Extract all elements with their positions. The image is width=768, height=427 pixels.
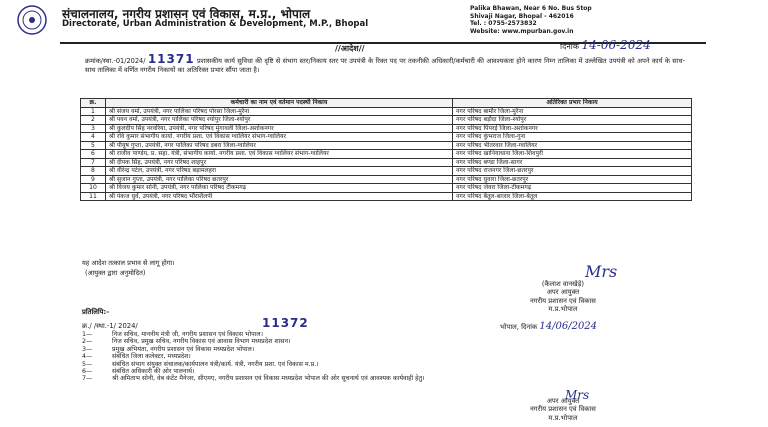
- approval-note: (आयुक्त द्वारा अनुमोदित): [85, 269, 146, 277]
- signatory-department: नगरीय प्रशासन एवं विकास: [530, 405, 596, 414]
- order-body-text: प्रशासकीय कार्य सुविधा की दृष्टि से संभाग स्तर/निकाय स्तर पर उपयंत्री के रिक्त पद पर तकनीकी अधिकारी/कर्मचारी की आवश्यकता होने कारण निम्न तालिका में उल्लेखित उपयंत्री को अपने कार्य के साथ-साथ तालिका में वर्णित नगरीय निकायों का अतिरिक्त प्रभार सौंपा जाता है।: [85, 57, 685, 75]
- order-title: //आदेश//: [335, 44, 365, 53]
- table-header-row: [81, 99, 692, 108]
- list-item-number: 5—: [82, 360, 93, 368]
- cell-serial: 6: [81, 150, 106, 159]
- cell-additional-charge: नगर परिषद बैतूल-बाजार जिला-बैतूल: [453, 192, 692, 201]
- signatory-designation: अपर आयुक्त: [546, 397, 580, 405]
- order-date: [560, 38, 651, 52]
- signature-1: Mrs: [585, 262, 618, 281]
- cell-additional-charge: नगर परिषद घुवारा जिला-छतरपुर: [453, 175, 692, 184]
- cell-serial: 11: [81, 192, 106, 201]
- date-label: दिनांक: [560, 42, 579, 51]
- table-row: [81, 150, 692, 159]
- list-item-text: निज सचिव, माननीय मंत्री जी, नगरीय प्रशासन एवं विकास भोपाल।: [112, 331, 263, 338]
- date-value-handwritten: 14-06-2024: [581, 38, 651, 52]
- cell-employee: श्री विजय कुमार सोनी, उपयंत्री, नगर पालिका परिषद टीकमगढ़: [106, 184, 453, 193]
- signatory-block-2: [530, 397, 596, 422]
- cell-additional-charge: नगर परिषद राजनगर जिला-छतरपुर: [453, 167, 692, 176]
- cell-employee: श्री कुलदीप सिंह नरवरिया, उपयंत्री, नगर परिषद मुंगावली जिला-अशोकनगर: [106, 124, 453, 133]
- cell-additional-charge: नगर परिषद बड़ौदा जिला-श्योपुर: [453, 116, 692, 125]
- department-title-english: Directorate, Urban Administration & Development, M.P., Bhopal: [62, 19, 369, 29]
- cell-employee: श्री दीपक सिंह, उपयंत्री, नगर परिषद शाहपुर: [106, 158, 453, 167]
- copy-to-title: प्रतिलिपि:-: [82, 308, 110, 316]
- cell-additional-charge: नगर परिषद कुंभराज जिला-गुना: [453, 133, 692, 142]
- list-item-text: प्रमुख अभियंता, नगरीय प्रशासन एवं विकास मध्यप्रदेश भोपाल।: [112, 345, 255, 353]
- list-item-text: संबंधित संभाग संयुक्त संचालक/कार्यपालन यंत्री/कार्य. यंत्री, नगरीय प्रशा. एवं विकास म.प्र.।: [112, 360, 319, 368]
- list-item-number: 1—: [82, 331, 93, 338]
- signatory-department: नगरीय प्रशासन एवं विकास: [530, 296, 596, 305]
- list-item: [82, 353, 682, 360]
- cell-serial: 10: [81, 184, 106, 193]
- cell-serial: 3: [81, 124, 106, 133]
- table-row: [81, 107, 692, 116]
- list-item-text: संबंधित अधिकारी की ओर पालनार्थ।: [112, 368, 195, 376]
- cell-serial: 2: [81, 116, 106, 125]
- copy-distribution-list: [82, 331, 682, 383]
- order-reference-prefix: क्रमांक/स्था.-01/2024/: [85, 57, 146, 65]
- cell-serial: 5: [81, 141, 106, 150]
- table-row: [81, 175, 692, 184]
- list-item: [82, 375, 682, 382]
- table-row: [81, 116, 692, 125]
- table-row: [81, 192, 692, 201]
- signature-2: Mrs: [565, 388, 590, 402]
- signatory-block-1: [530, 280, 596, 314]
- cell-employee: श्री पंकज धुर्वे, उपयंत्री, नगर परिषद भौंराशैलपी: [106, 192, 453, 201]
- list-item: [82, 338, 682, 345]
- address-line: Website: www.mpurban.gov.in: [470, 27, 574, 35]
- signatory-name: (कैलाश वानखेड़े): [541, 280, 585, 288]
- table-row: [81, 141, 692, 150]
- assignment-table: [80, 98, 692, 201]
- column-header-employee: कर्मचारी का नाम एवं वर्तमान पदस्थी निकाय: [106, 99, 453, 108]
- signatory-place: म.प्र.भोपाल: [548, 413, 578, 422]
- copy-date-label: भोपाल, दिनांक: [500, 323, 538, 331]
- address-line: Palika Bhawan, Near 6 No. Bus Stop: [470, 5, 592, 12]
- cell-serial: 8: [81, 167, 106, 176]
- cell-employee: श्री सुजान गुप्ता, उपयंत्री, नगर पालिका परिषद छतरपुर: [106, 175, 453, 184]
- cell-serial: 7: [81, 158, 106, 167]
- cell-serial: 1: [81, 107, 106, 116]
- signatory-place: म.प्र.भोपाल: [548, 305, 578, 314]
- cell-additional-charge: नगर परिषद पिपरई जिला-अशोकनगर: [453, 124, 692, 133]
- cell-employee: श्री वीरेन्द्र पटेल, उपयंत्री, नगर परिषद बड़ामलहरा: [106, 167, 453, 176]
- list-item-text: श्री अमिताभ सोनी, वेब कंटेंट मैनेजर, सीएमए, नगरीय प्रशासन एवं विकास मध्यप्रदेश भोपाल की ओर सूचनार्थ एवं आवश्यक कार्यवाही हेतु।: [112, 375, 425, 383]
- list-item-number: 3—: [82, 345, 93, 353]
- department-title-hindi: संचालनालय, नगरीय प्रशासन एवं विकास, म.प्र., भोपाल: [62, 7, 311, 21]
- list-item: [82, 361, 682, 368]
- cell-additional-charge: नगर परिषद जेवरा जिला-टीकमगढ़: [453, 184, 692, 193]
- cell-additional-charge: नगर परिषद भीतरवार जिला-ग्वालियर: [453, 141, 692, 150]
- list-item-number: 7—: [82, 375, 93, 383]
- table-row: [81, 124, 692, 133]
- office-address: [470, 5, 592, 35]
- enforcement-note: यह आदेश तत्काल प्रभाव से लागू होगा।: [82, 259, 175, 267]
- cell-employee: श्री पीयूष गुप्ता, उपयंत्री, नगर पालिका परिषद डबरा जिला-ग्वालियर: [106, 141, 453, 150]
- table-row: [81, 184, 692, 193]
- cell-additional-charge: नगर परिषद बामौर जिला-मुरैना: [453, 107, 692, 116]
- copy-date-handwritten: 14/06/2024: [539, 321, 598, 332]
- table-row: [81, 167, 692, 176]
- cell-additional-charge: नगर परिषद बण्डा जिला-सागर: [453, 158, 692, 167]
- list-item-text: संबंधित जिला कलेक्टर, मध्यप्रदेश।: [112, 353, 191, 361]
- cell-serial: 9: [81, 175, 106, 184]
- copy-reference-number: 11372: [262, 316, 309, 330]
- column-header-serial: क्र.: [81, 99, 106, 108]
- signatory-designation: अपर आयुक्त: [546, 288, 580, 297]
- list-item-text: निज सचिव, प्रमुख सचिव, नगरीय विकास एवं आवास विभाग मध्यप्रदेश शासन।: [112, 338, 291, 346]
- copy-reference-prefix: क्र./ /स्था.-1/ 2024/: [82, 322, 138, 330]
- list-item-number: 4—: [82, 353, 93, 361]
- cell-additional-charge: नगर परिषद खानियाधाना जिला-शिवपुरी: [453, 150, 692, 159]
- address-line: Shivaji Nagar, Bhopal - 462016: [470, 12, 574, 20]
- table-row: [81, 133, 692, 142]
- table-row: [81, 158, 692, 167]
- cell-employee: श्री संजय वर्मा, उपयंत्री, नगर पालिका परिषद पोरसा जिला-मुरैना: [106, 107, 453, 116]
- order-reference-number: 11371: [147, 52, 195, 66]
- cell-serial: 4: [81, 133, 106, 142]
- cell-employee: श्री रवि कुमार संभागीय कार्या. नगरीय प्रशा. एवं विकास ग्वालियर संभाग-ग्वालियर: [106, 133, 453, 142]
- column-header-additional-charge: अतिरिक्त प्रभार निकाय: [453, 99, 692, 108]
- order-paragraph: [85, 52, 685, 75]
- cell-employee: श्री पवन वर्मा, उपयंत्री, नगर पालिका परिषद श्योपुर जिला-श्योपुर: [106, 116, 453, 125]
- address-line: Tel. : 0755-2573832: [470, 20, 537, 27]
- state-emblem-icon: [16, 4, 48, 36]
- cell-employee: श्री राजीव पाण्डेय, प्र. सहा. यंत्री, संभागीय कार्या. नगरीय प्रशा. एवं विकास ग्वालियर संभाग-ग्वालियर: [106, 150, 453, 159]
- list-item-number: 6—: [82, 368, 93, 376]
- list-item-number: 2—: [82, 338, 93, 346]
